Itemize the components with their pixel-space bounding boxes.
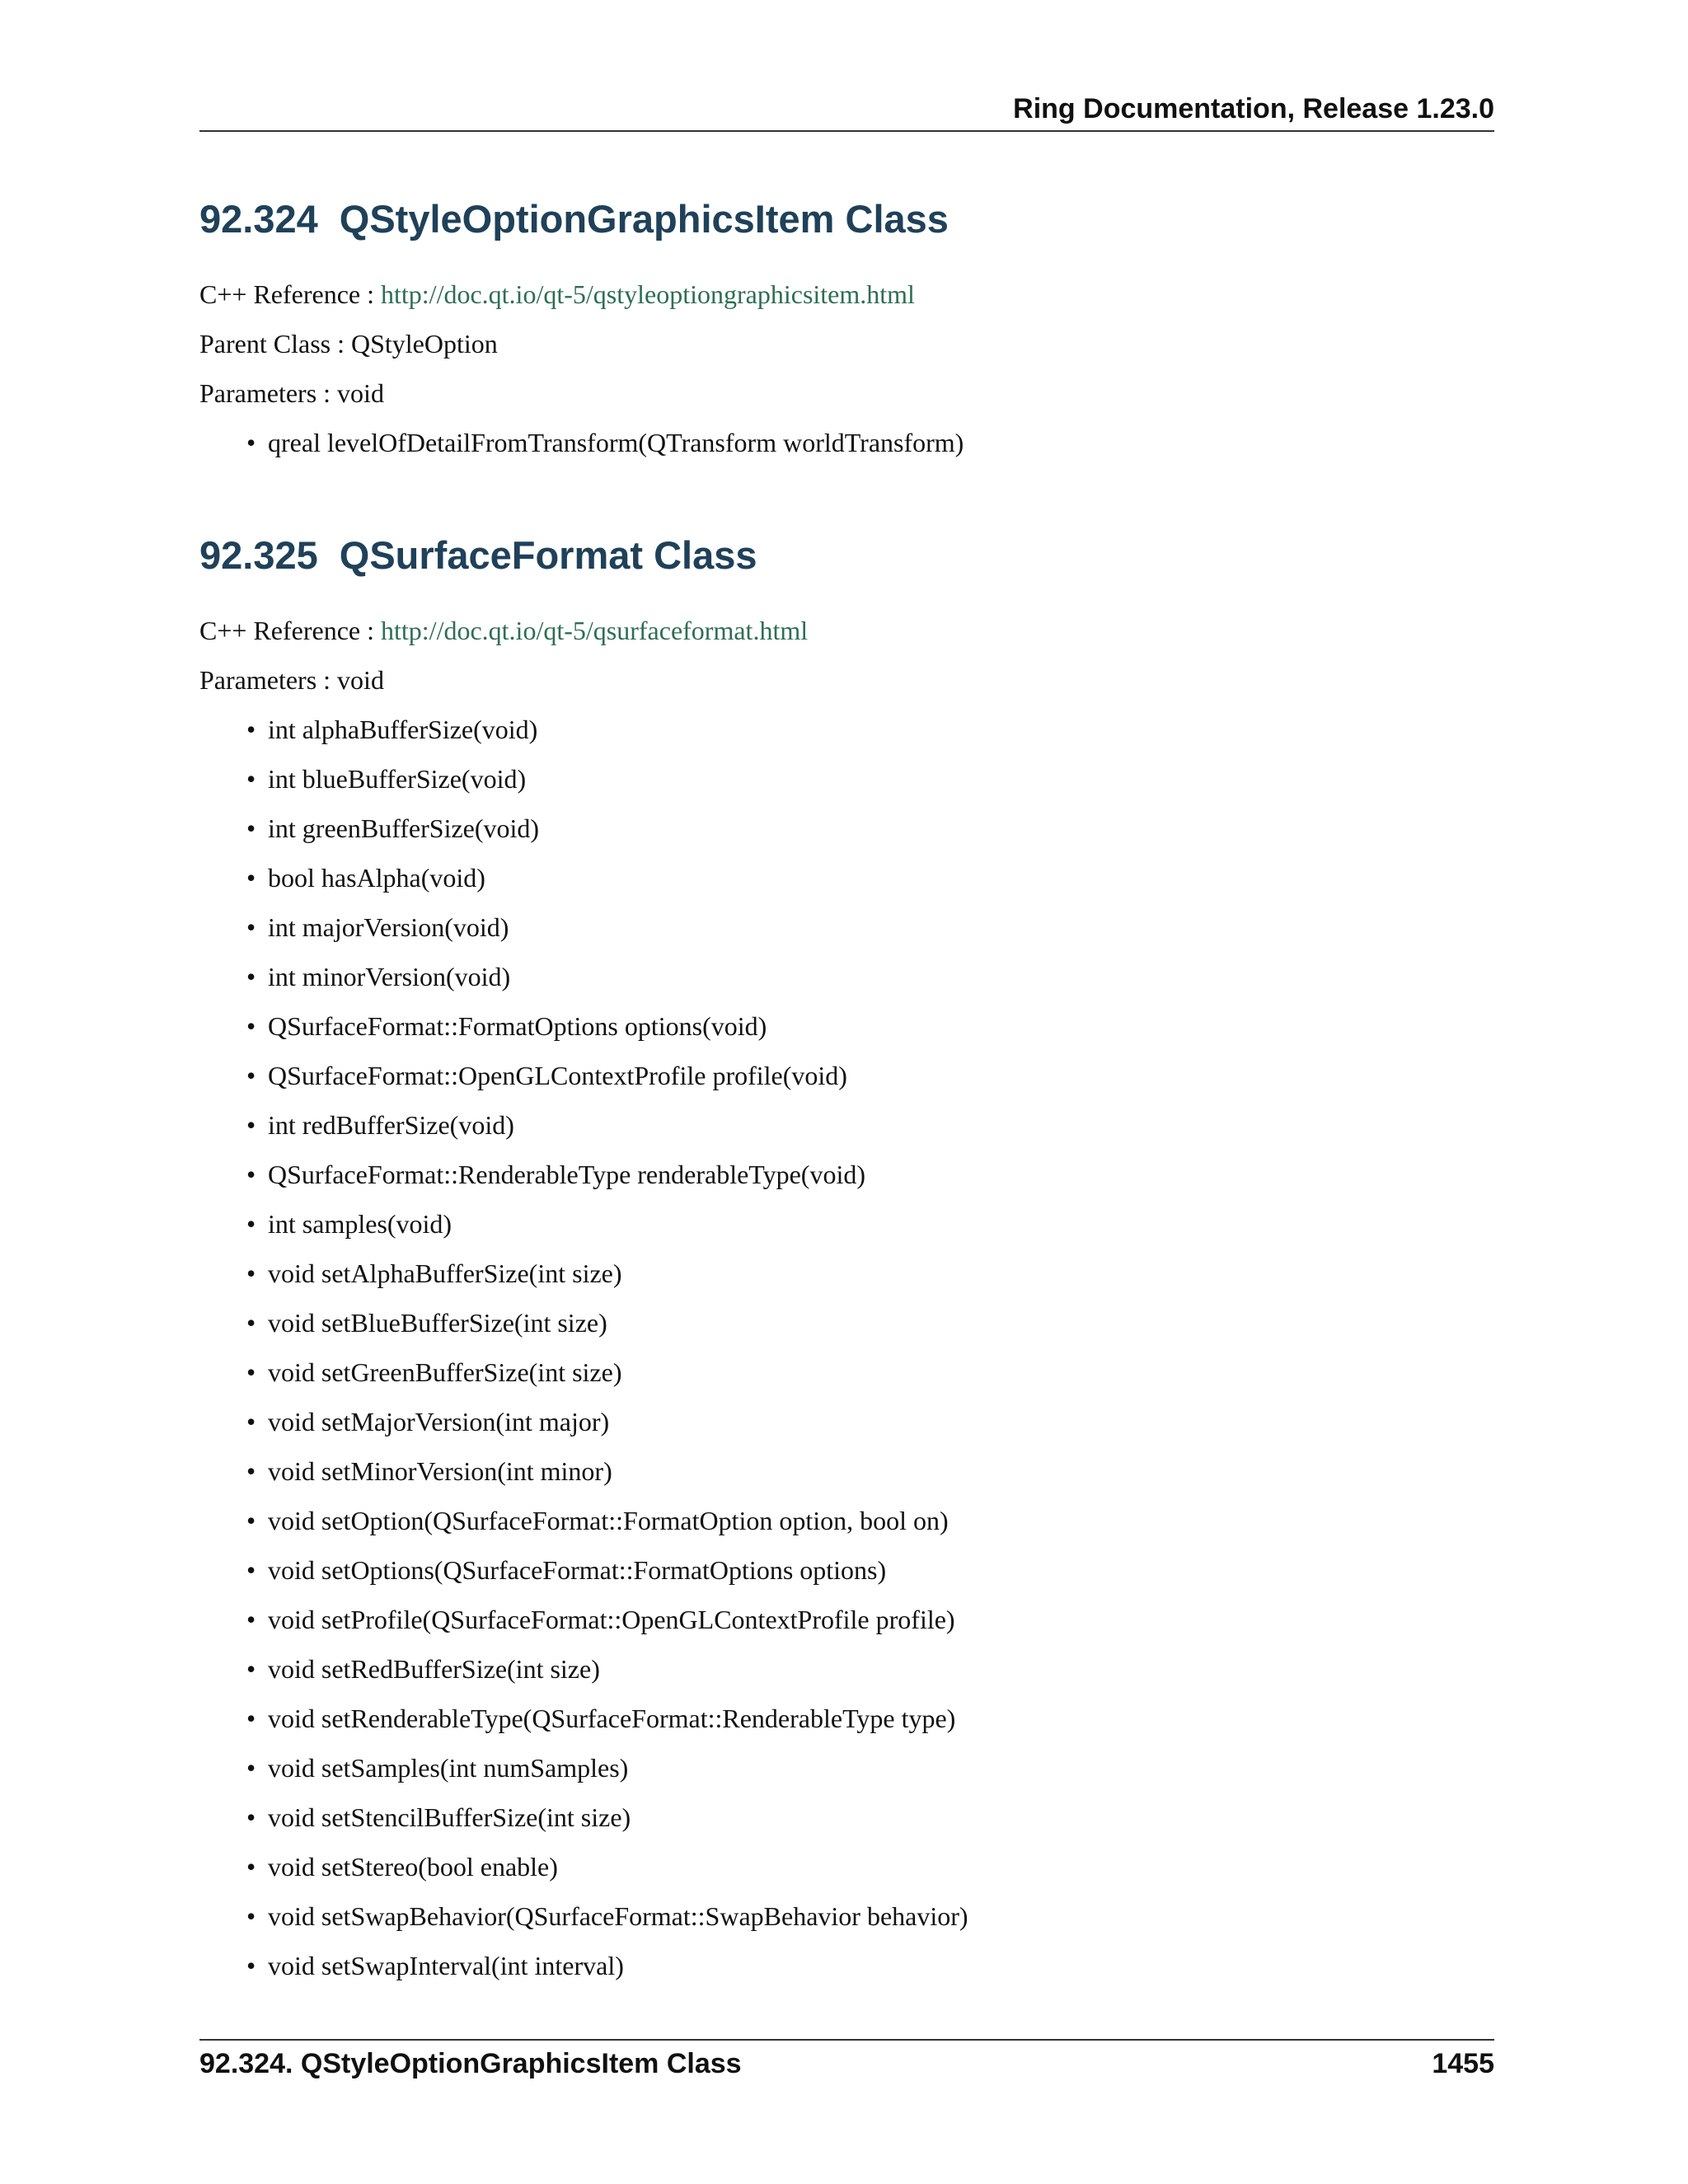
method-signature: void setStencilBufferSize(int size) bbox=[268, 1802, 631, 1832]
method-item bbox=[199, 1455, 1494, 1505]
method-signature: int majorVersion(void) bbox=[268, 912, 509, 942]
method-item bbox=[199, 1802, 1494, 1851]
method-signature: void setStereo(bool enable) bbox=[268, 1852, 558, 1882]
section-title-text: QStyleOptionGraphicsItem Class bbox=[339, 197, 949, 241]
parent-class bbox=[199, 328, 1494, 377]
method-item bbox=[199, 1060, 1494, 1109]
method-item bbox=[199, 1109, 1494, 1159]
section-title bbox=[199, 196, 1494, 242]
section-number: 92.325 bbox=[199, 533, 318, 577]
bullet-icon: • bbox=[246, 1654, 256, 1684]
method-list bbox=[199, 714, 1494, 1999]
bullet-icon: • bbox=[246, 1357, 256, 1387]
method-item bbox=[199, 1159, 1494, 1208]
method-signature: int greenBufferSize(void) bbox=[268, 813, 540, 843]
page-number: 1455 bbox=[1432, 2048, 1494, 2079]
method-signature: void setGreenBufferSize(int size) bbox=[268, 1357, 622, 1387]
method-item bbox=[199, 1950, 1494, 1999]
method-signature: QSurfaceFormat::OpenGLContextProfile profile(void) bbox=[268, 1061, 847, 1090]
bullet-icon: • bbox=[246, 1555, 256, 1585]
method-signature: int alphaBufferSize(void) bbox=[268, 715, 538, 744]
parameters-label: Parameters : bbox=[199, 665, 331, 695]
method-list bbox=[199, 427, 1494, 476]
parent-class-label: Parent Class : bbox=[199, 329, 345, 359]
method-item bbox=[199, 1258, 1494, 1307]
parameters-value: void bbox=[337, 378, 384, 408]
method-signature: void setAlphaBufferSize(int size) bbox=[268, 1258, 622, 1288]
method-signature: void setMinorVersion(int minor) bbox=[268, 1456, 612, 1486]
bullet-icon: • bbox=[246, 1901, 256, 1931]
method-item bbox=[199, 912, 1494, 961]
bullet-icon: • bbox=[246, 715, 256, 744]
method-signature: qreal levelOfDetailFromTransform(QTransform worldTransform) bbox=[268, 428, 964, 457]
method-item bbox=[199, 1208, 1494, 1258]
bullet-icon: • bbox=[246, 1258, 256, 1288]
method-item bbox=[199, 862, 1494, 912]
method-item bbox=[199, 1604, 1494, 1653]
footer-divider bbox=[199, 2039, 1494, 2041]
method-item bbox=[199, 1554, 1494, 1604]
bullet-icon: • bbox=[246, 1061, 256, 1090]
bullet-icon: • bbox=[246, 764, 256, 794]
method-signature: void setOption(QSurfaceFormat::FormatOption option, bool on) bbox=[268, 1506, 949, 1535]
method-item bbox=[199, 1703, 1494, 1752]
header-divider bbox=[199, 130, 1494, 132]
document-page bbox=[199, 0, 1494, 2184]
bullet-icon: • bbox=[246, 962, 256, 991]
cpp-reference bbox=[199, 615, 1494, 664]
bullet-icon: • bbox=[246, 1753, 256, 1783]
method-item bbox=[199, 1010, 1494, 1060]
method-item bbox=[199, 1653, 1494, 1703]
bullet-icon: • bbox=[246, 1308, 256, 1338]
cpp-reference-label: C++ Reference : bbox=[199, 616, 374, 645]
method-signature: int redBufferSize(void) bbox=[268, 1110, 514, 1140]
cpp-reference-link[interactable]: http://doc.qt.io/qt-5/qsurfaceformat.html bbox=[381, 616, 809, 645]
method-signature: void setSamples(int numSamples) bbox=[268, 1753, 629, 1783]
bullet-icon: • bbox=[246, 1160, 256, 1189]
bullet-icon: • bbox=[246, 1704, 256, 1733]
method-signature: void setSwapInterval(int interval) bbox=[268, 1951, 624, 1980]
method-signature: int samples(void) bbox=[268, 1209, 452, 1239]
method-signature: QSurfaceFormat::FormatOptions options(void) bbox=[268, 1011, 767, 1041]
bullet-icon: • bbox=[246, 1110, 256, 1140]
method-item bbox=[199, 813, 1494, 862]
method-signature: int blueBufferSize(void) bbox=[268, 764, 527, 794]
method-signature: void setBlueBufferSize(int size) bbox=[268, 1308, 607, 1338]
bullet-icon: • bbox=[246, 1407, 256, 1436]
method-signature: void setRenderableType(QSurfaceFormat::RenderableType type) bbox=[268, 1704, 956, 1733]
bullet-icon: • bbox=[246, 428, 256, 457]
method-item bbox=[199, 714, 1494, 763]
method-item bbox=[199, 1851, 1494, 1900]
method-signature: bool hasAlpha(void) bbox=[268, 863, 485, 893]
method-signature: void setProfile(QSurfaceFormat::OpenGLContextProfile profile) bbox=[268, 1605, 955, 1634]
method-item bbox=[199, 763, 1494, 813]
bullet-icon: • bbox=[246, 863, 256, 893]
section-title bbox=[199, 532, 1494, 579]
running-header: Ring Documentation, Release 1.23.0 bbox=[1013, 93, 1494, 124]
bullet-icon: • bbox=[246, 1209, 256, 1239]
method-signature: int minorVersion(void) bbox=[268, 962, 511, 991]
method-item bbox=[199, 1307, 1494, 1357]
parameters-value: void bbox=[337, 665, 384, 695]
bullet-icon: • bbox=[246, 912, 256, 942]
method-item bbox=[199, 1900, 1494, 1950]
section-qsurfaceformat bbox=[199, 532, 1494, 1999]
bullet-icon: • bbox=[246, 1456, 256, 1486]
section-qstyleoptiongraphicsitem bbox=[199, 196, 1494, 476]
parent-class-value: QStyleOption bbox=[350, 329, 498, 359]
method-item bbox=[199, 1505, 1494, 1554]
method-signature: void setOptions(QSurfaceFormat::FormatOptions options) bbox=[268, 1555, 887, 1585]
method-signature: void setSwapBehavior(QSurfaceFormat::SwapBehavior behavior) bbox=[268, 1901, 968, 1931]
section-title-text: QSurfaceFormat Class bbox=[339, 533, 757, 577]
method-signature: QSurfaceFormat::RenderableType renderableType(void) bbox=[268, 1160, 865, 1189]
method-item bbox=[199, 427, 1494, 476]
bullet-icon: • bbox=[246, 1852, 256, 1882]
method-signature: void setRedBufferSize(int size) bbox=[268, 1654, 600, 1684]
method-signature: void setMajorVersion(int major) bbox=[268, 1407, 610, 1436]
cpp-reference bbox=[199, 279, 1494, 328]
bullet-icon: • bbox=[246, 1951, 256, 1980]
cpp-reference-link[interactable]: http://doc.qt.io/qt-5/qstyleoptiongraphicsitem.html bbox=[381, 279, 915, 309]
cpp-reference-label: C++ Reference : bbox=[199, 279, 374, 309]
parameters bbox=[199, 664, 1494, 714]
bullet-icon: • bbox=[246, 1802, 256, 1832]
method-item bbox=[199, 1752, 1494, 1802]
bullet-icon: • bbox=[246, 1011, 256, 1041]
section-number: 92.324 bbox=[199, 197, 318, 241]
method-item bbox=[199, 1406, 1494, 1455]
parameters bbox=[199, 377, 1494, 427]
method-item bbox=[199, 961, 1494, 1010]
parameters-label: Parameters : bbox=[199, 378, 331, 408]
bullet-icon: • bbox=[246, 813, 256, 843]
bullet-icon: • bbox=[246, 1605, 256, 1634]
bullet-icon: • bbox=[246, 1506, 256, 1535]
method-item bbox=[199, 1357, 1494, 1406]
footer-section-title: 92.324. QStyleOptionGraphicsItem Class bbox=[199, 2048, 742, 2079]
